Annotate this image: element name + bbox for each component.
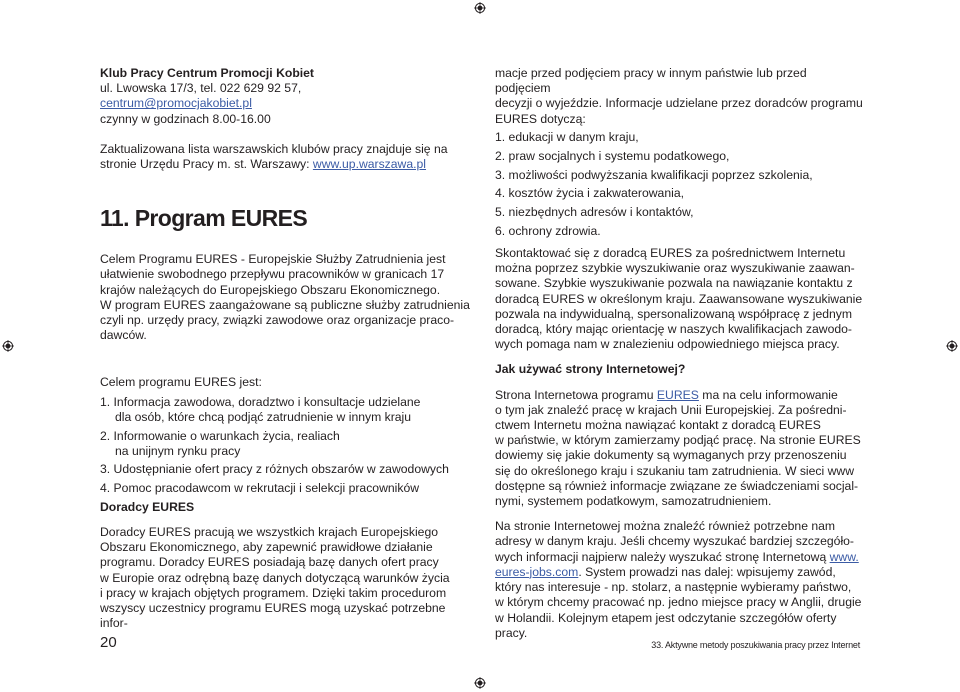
paragraph-line: sowane. Szybkie wyszukiwanie pozwala na nawiązanie kontaktu z [495,276,853,291]
list-item: 4. kosztów życia i zakwaterowania, [495,186,684,201]
update-line: Zaktualizowana lista warszawskich klubów pracy znajduje się na [100,141,448,156]
paragraph-text: ma na celu informowanie [698,387,838,402]
paragraph-line: w Europie oraz odrębną bazę danych dotyczącą warunków życia [100,570,450,585]
paragraph-line: doradcą EURES w określonym kraju. Zaawansowane wyszukiwanie [495,291,863,306]
paragraph-line: Doradcy EURES pracują we wszystkich krajach Europejskiego [100,525,439,540]
internet-heading: Jak używać strony Internetowej? [495,362,686,377]
intro-paragraph [100,252,472,343]
urzad-pracy-link[interactable]: www.up.warszawa.pl [312,157,427,172]
eures-link[interactable]: EURES [656,387,699,402]
right-column [495,66,865,641]
list-item: 3. Udostępnianie ofert pracy z różnych obszarów w zawodowych [100,462,449,477]
paragraph-line: nymi, systemem podatkowym, samozatrudnieniem. [495,494,772,509]
paragraph-line: dowiemy się jakie dokumenty są wymaganych przy przenoszeniu [495,448,847,463]
list-item-continuation: na unijnym rynku pracy [115,443,241,458]
section-title: 11. Program EURES [100,205,308,232]
goals-heading: Celem programu EURES jest: [100,375,262,390]
list-item: 2. Informowanie o warunkach życia, realiach [100,428,340,443]
paragraph-line: w państwie, w którym zamierzamy podjąć pracę. Na stronie EURES [495,433,861,448]
paragraph-line: Na stronie Internetowej można znaleźć również potrzebne nam [495,519,836,534]
paragraph-line: ułatwienie swobodnego przepływu pracowników w granicach 17 [100,267,445,282]
paragraph-line: o tym jak znaleźć pracę w krajach Unii Europejskiej. Za pośredni- [495,402,847,417]
strona-paragraph [495,388,865,510]
registration-mark-icon [2,340,14,352]
paragraph-line: W program EURES zaangażowane są publiczne służby zatrudnienia [100,297,470,312]
list-item-continuation: dla osób, które chcą podjąć zatrudnienie w innym kraju [115,409,412,424]
contact-email-link[interactable]: centrum@promocjakobiet.pl [100,96,252,111]
paragraph-line [495,565,865,580]
paragraph-line: pozwala na indywidualną, spersonalizowaną współpracę z jednym [495,306,853,321]
contact-name: Klub Pracy Centrum Promocji Kobiet [100,66,314,80]
paragraph-line: dostępne są również informacje związane ze świadczeniami socjal- [495,478,859,493]
paragraph-text: wych informacji najpierw należy wyszukać stronę Internetową [495,549,830,564]
paragraph-line: pracy. [495,625,528,640]
search-paragraph [495,519,865,641]
advisors-heading: Doradcy EURES [100,499,195,514]
page-number: 20 [100,634,117,651]
running-title: 33. Aktywne metody poszukiwania pracy przez Internet [651,640,860,650]
advisors-paragraph [100,525,472,631]
list-item: 5. niezbędnych adresów i kontaktów, [495,205,694,220]
paragraph-line: macje przed podjęciem pracy w innym państwie lub przed podjęciem [495,66,807,96]
update-line [100,157,472,172]
eures-jobs-link[interactable]: eures-jobs.com [495,564,579,579]
paragraph-line: decyzji o wyjeździe. Informacje udzielane przez doradców programu [495,96,863,111]
contact-paragraph [495,246,865,352]
contact-address: ul. Lwowska 17/3, tel. 022 629 92 57, [100,81,302,96]
paragraph-line [495,388,865,403]
registration-mark-icon [946,340,958,352]
paragraph-line: wych pomaga nam w znalezieniu odpowiedniego miejsca pracy. [495,337,840,352]
paragraph-line: się do określonego kraju i szukaniu tam zatrudnienia. W sieci www [495,463,855,478]
paragraph-line: programu. Doradcy EURES posiadają bazę danych ofert pracy [100,555,439,570]
paragraph-line: i pracy w krajach objętych programem. Dzięki takim procedurom [100,585,447,600]
list-item: 1. Informacja zawodowa, doradztwo i konsultacje udzielane [100,394,421,409]
list-item: 1. edukacji w danym kraju, [495,130,639,145]
paragraph-text: Strona Internetowa programu [495,387,657,402]
paragraph-text: . System prowadzi nas dalej: wpisujemy zawód, [578,564,836,579]
paragraph-line: EURES dotyczą: [495,111,586,126]
list-item: 6. ochrony zdrowia. [495,223,601,238]
update-text: stronie Urzędu Pracy m. st. Warszawy: [100,157,313,172]
paragraph-line: ctwem Internetu można nawiązać kontakt z doradcą EURES [495,418,821,433]
paragraph-line: można poprzez szybkie wyszukiwanie oraz wyszukiwanie zaawan- [495,261,855,276]
paragraph-line: adresy w danym kraju. Jeśli chcemy wyszukać bardziej szczegóło- [495,534,854,549]
contact-hours: czynny w godzinach 8.00-16.00 [100,111,271,126]
eures-jobs-link[interactable]: www. [829,549,859,564]
paragraph-line: Celem Programu EURES - Europejskie Służby Zatrudnienia jest [100,252,446,267]
paragraph-line [495,550,865,565]
list-item: 4. Pomoc pracodawcom w rekrutacji i selekcji pracowników [100,481,420,496]
paragraph-line: Skontaktować się z doradcą EURES za pośrednictwem Internetu [495,246,846,261]
paragraph-line: czyli np. urzędy pracy, związki zawodowe oraz organizacje praco- [100,313,455,328]
paragraph-line: wszyscy uczestnicy programu EURES mogą uzyskać potrzebne infor- [100,601,446,631]
goals-list [100,395,472,497]
paragraph-line: krajów należących do Europejskiego Obszaru Ekonomicznego. [100,282,441,297]
list-item: 2. praw socjalnych i systemu podatkowego, [495,149,730,164]
paragraph-line: w którym chcemy pracować np. jedno miejsce pracy w Anglii, drugie [495,595,862,610]
paragraph-line: doradcą, który mając orientację w naszych kwalifikacjach zawodo- [495,322,852,337]
paragraph-line: Obszaru Ekonomicznego, aby zapewnić prawidłowe działanie [100,540,433,555]
topics-list [495,130,865,239]
left-column [100,66,472,631]
paragraph-line: który nas interesuje - np. stolarz, a następnie wybieramy państwo, [495,580,852,595]
registration-mark-icon [474,677,486,689]
registration-mark-icon [474,2,486,14]
paragraph-line: w Holandii. Kolejnym etapem jest odczytanie szczegółów oferty [495,610,837,625]
list-item: 3. możliwości podwyższania kwalifikacji poprzez szkolenia, [495,167,813,182]
paragraph-line: dawców. [100,328,147,343]
